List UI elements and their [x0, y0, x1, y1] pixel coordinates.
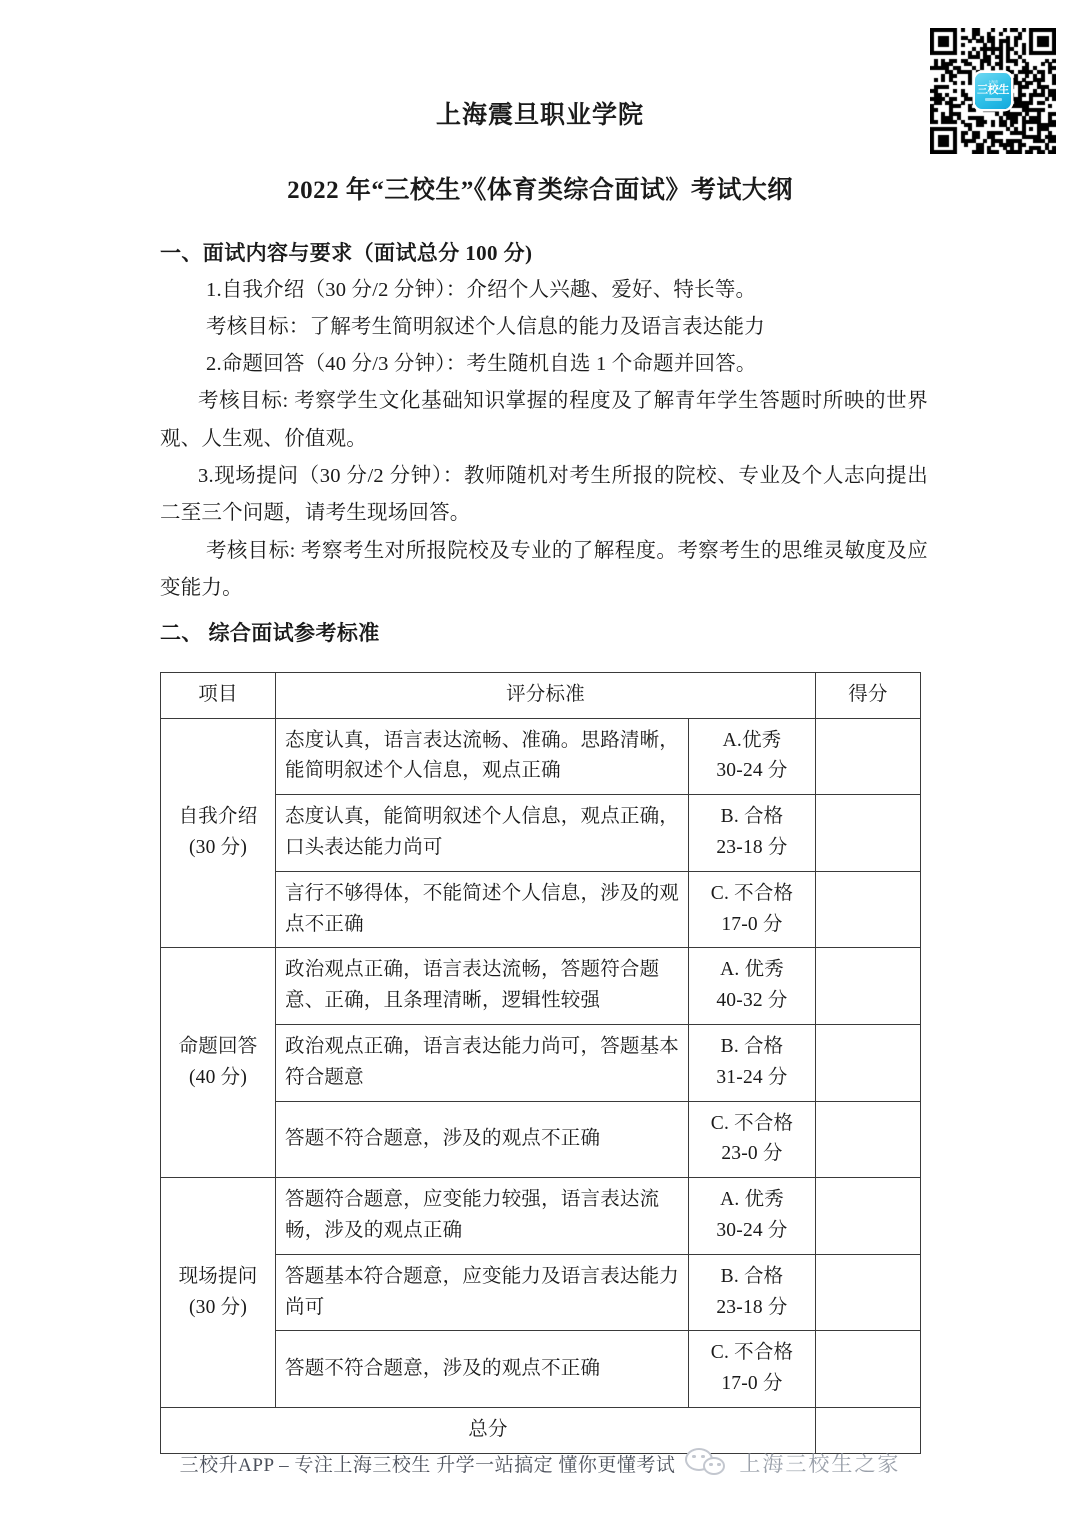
grade-label: C. 不合格 [710, 882, 794, 904]
table-cell-grade [689, 1024, 816, 1101]
table-header-criteria: 评分标准 [276, 672, 816, 718]
qr-logo-top-text: 上海市 [987, 79, 999, 84]
grade-label: C. 不合格 [710, 1112, 794, 1134]
table-cell-score[interactable] [816, 1101, 921, 1178]
table-cell-item [161, 1178, 276, 1408]
table-header-score: 得分 [816, 672, 921, 718]
grade-range: 17-0 分 [721, 1373, 783, 1395]
table-cell-score[interactable] [816, 1331, 921, 1408]
table-cell-score[interactable] [816, 1178, 921, 1255]
page-subtitle: 2022 年“三校生”《体育类综合面试》考试大纲 [287, 176, 793, 204]
item-points: (30 分) [188, 836, 248, 858]
footer-text: 三校升APP – 专注上海三校生 升学一站搞定 懂你更懂考试 [179, 1454, 676, 1476]
table-row [161, 718, 921, 795]
table-cell-criteria: 答题不符合题意，涉及的观点不正确 [276, 1101, 689, 1178]
score-table [160, 672, 921, 1454]
document-body [0, 237, 1080, 650]
section-heading-2: 二、 综合面试参考标准 [160, 621, 380, 646]
qr-logo-main-text: 三校生 [976, 83, 1010, 96]
table-cell-score[interactable] [816, 1024, 921, 1101]
table-cell-grade [689, 1331, 816, 1408]
grade-label: A. 优秀 [720, 959, 784, 981]
table-cell-score[interactable] [816, 871, 921, 948]
grade-range: 23-0 分 [721, 1143, 783, 1165]
table-cell-grade [689, 1101, 816, 1178]
table-cell-score[interactable] [816, 1254, 921, 1331]
table-cell-criteria: 态度认真，语言表达流畅、准确。思路清晰，能简明叙述个人信息，观点正确 [276, 718, 689, 795]
table-cell-grade [689, 871, 816, 948]
total-score[interactable] [816, 1407, 921, 1453]
table-header-row [161, 672, 921, 718]
table-row [161, 948, 921, 1025]
table-cell-score[interactable] [816, 795, 921, 872]
grade-range: 23-18 分 [716, 1296, 788, 1318]
table-cell-grade [689, 795, 816, 872]
table-cell-score[interactable] [816, 718, 921, 795]
grade-range: 31-24 分 [716, 1066, 788, 1088]
table-cell-criteria: 政治观点正确，语言表达流畅，答题符合题意、正确，且条理清晰，逻辑性较强 [276, 948, 689, 1025]
score-table-wrap [0, 672, 1080, 1454]
paragraph-onsite-question: 3.现场提问（30 分/2 分钟）：教师随机对考生所报的院校、专业及个人志向提出二至三个问题，请考生现场回答。 [160, 465, 928, 525]
table-cell-item [161, 718, 276, 948]
grade-range: 30-24 分 [716, 760, 788, 782]
grade-range: 40-32 分 [716, 990, 788, 1012]
total-label: 总分 [161, 1407, 816, 1453]
item-points: (30 分) [188, 1296, 248, 1318]
table-cell-criteria: 答题基本符合题意，应变能力及语言表达能力尚可 [276, 1254, 689, 1331]
grade-label: A. 优秀 [720, 1189, 784, 1211]
item-points: (40 分) [188, 1066, 248, 1088]
table-cell-criteria: 答题符合题意，应变能力较强，语言表达流畅，涉及的观点正确 [276, 1178, 689, 1255]
grade-label: B. 合格 [720, 1265, 784, 1287]
grade-range: 23-18 分 [716, 836, 788, 858]
grade-range: 17-0 分 [721, 913, 783, 935]
item-name: 现场提问 [178, 1265, 258, 1287]
table-row [161, 1178, 921, 1255]
table-cell-score[interactable] [816, 948, 921, 1025]
grade-label: C. 不合格 [710, 1342, 794, 1364]
footer [0, 1448, 1080, 1478]
section-heading-1: 一、面试内容与要求（面试总分 100 分) [160, 241, 533, 265]
grade-range: 30-24 分 [716, 1219, 788, 1241]
table-cell-grade [689, 1254, 816, 1331]
paragraph-self-intro: 1.自我介绍（30 分/2 分钟）：介绍个人兴趣、爱好、特长等。 [206, 278, 757, 301]
paragraph-topic-answer-goal: 考核目标: 考察学生文化基础知识掌握的程度及了解青年学生答题时所映的世界观、人生观、价值观。 [160, 390, 928, 450]
table-cell-item [161, 948, 276, 1178]
table-cell-criteria: 答题不符合题意，涉及的观点不正确 [276, 1331, 689, 1408]
table-total-row [161, 1407, 921, 1453]
page-title: 上海震旦职业学院 [435, 102, 644, 129]
table-header-item: 项目 [161, 672, 276, 718]
grade-label: B. 合格 [720, 1035, 784, 1057]
table-cell-criteria: 言行不够得体，不能简述个人信息，涉及的观点不正确 [276, 871, 689, 948]
footer-brand: 上海三校生之家 [739, 1453, 901, 1476]
table-body [161, 718, 921, 1453]
table-cell-criteria: 态度认真，能简明叙述个人信息，观点正确，口头表达能力尚可 [276, 795, 689, 872]
table-cell-grade [689, 948, 816, 1025]
wechat-icon [685, 1448, 729, 1478]
paragraph-self-intro-goal: 考核目标：了解考生简明叙述个人信息的能力及语言表达能力 [206, 315, 765, 338]
table-cell-grade [689, 718, 816, 795]
grade-label: A.优秀 [722, 729, 782, 751]
item-name: 自我介绍 [178, 806, 258, 828]
table-cell-criteria: 政治观点正确，语言表达能力尚可，答题基本符合题意 [276, 1024, 689, 1101]
item-name: 命题回答 [178, 1035, 258, 1057]
paragraph-onsite-question-goal: 考核目标: 考察考生对所报院校及专业的了解程度。考察考生的思维灵敏度及应变能力。 [160, 539, 928, 599]
grade-label: B. 合格 [720, 806, 784, 828]
table-cell-grade [689, 1178, 816, 1255]
paragraph-topic-answer: 2.命题回答（40 分/3 分钟）：考生随机自选 1 个命题并回答。 [206, 353, 757, 376]
